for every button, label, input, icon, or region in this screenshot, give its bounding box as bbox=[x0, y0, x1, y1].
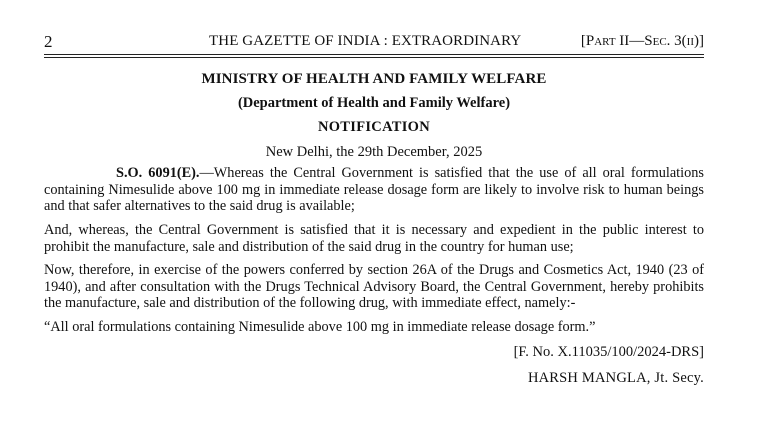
page-header bbox=[44, 32, 704, 52]
paragraph-whereas-text: —Whereas the Central Government is satisfied that the use of all oral formulations containing Nimesulide above 100 mg in immediate release dosage form are likely to involve risk to human beings and that safer alternatives to the said drug is available; bbox=[44, 165, 704, 214]
header-rule-top bbox=[44, 54, 704, 55]
paragraph-whereas bbox=[44, 165, 704, 215]
part-bracket-open: [ bbox=[580, 33, 586, 49]
page-number: 2 bbox=[44, 32, 53, 51]
header-rule-bottom bbox=[44, 57, 704, 58]
order-number: S.O. 6091(E). bbox=[116, 165, 200, 181]
ministry-heading: MINISTRY OF HEALTH AND FAMILY WELFARE bbox=[201, 71, 547, 87]
part-label-text: Part II—Sec. 3(ii) bbox=[585, 33, 699, 49]
notification-heading: NOTIFICATION bbox=[317, 119, 431, 135]
paragraph-now-therefore: Now, therefore, in exercise of the powers conferred by section 26A of the Drugs and Cosmetics Act, 1940 (23 of 1940), and after consultation with the Drugs Technical Advisory Board, the Central Government, hereby prohibits the manufacture, sale and distribution of the following drug, with immediate effect, namely:- bbox=[44, 262, 704, 311]
gazette-title: THE GAZETTE OF INDIA : EXTRAORDINARY bbox=[209, 33, 522, 49]
signatory: HARSH MANGLA, Jt. Secy. bbox=[527, 370, 704, 386]
file-number: [F. No. X.11035/100/2024-DRS] bbox=[513, 344, 704, 360]
place-date: New Delhi, the 29th December, 2025 bbox=[265, 144, 483, 160]
paragraph-prohibited-drug: “All oral formulations containing Nimesulide above 100 mg in immediate release dosage form.” bbox=[44, 319, 596, 335]
department-heading: (Department of Health and Family Welfare) bbox=[237, 95, 511, 111]
part-bracket-close: ] bbox=[699, 33, 704, 49]
paragraph-and-whereas: And, whereas, the Central Government is satisfied that it is necessary and expedient in the public interest to prohibit the manufacture, sale and distribution of the said drug in the country for human use; bbox=[44, 222, 704, 255]
part-section-label bbox=[581, 33, 704, 50]
